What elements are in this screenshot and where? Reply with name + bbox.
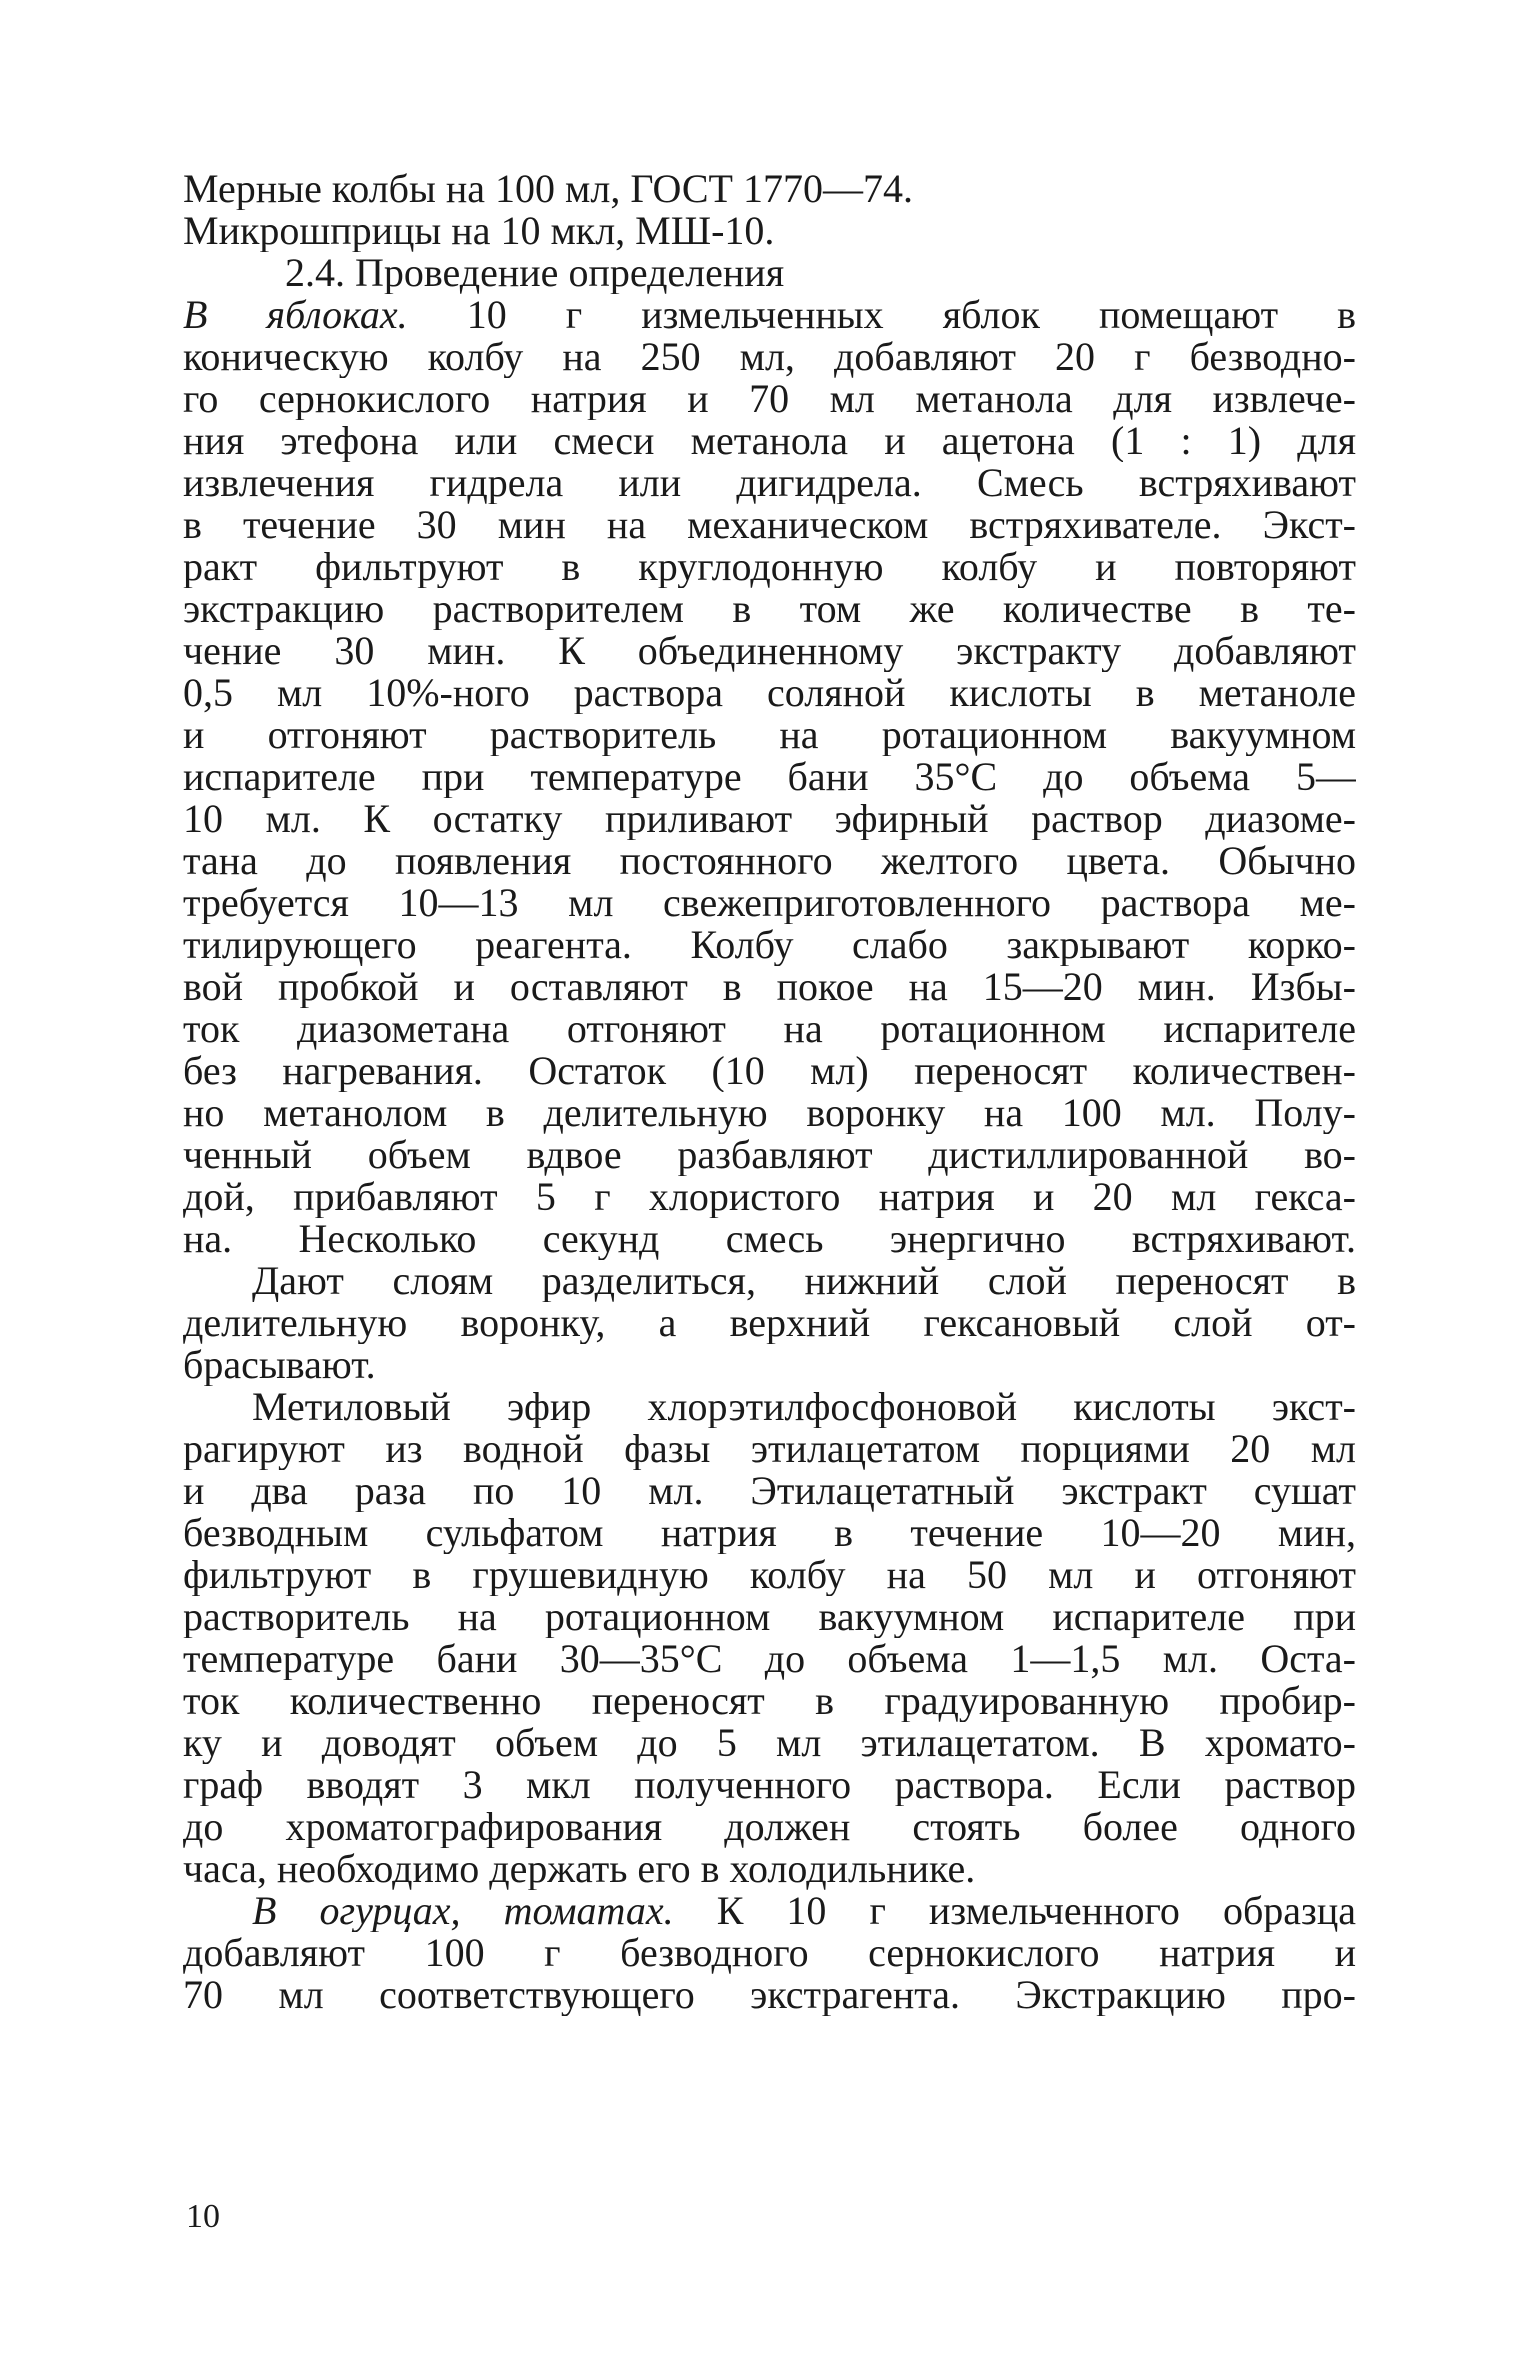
body-text [183,168,1356,2016]
text-line: добавляют 100 г безводного сернокислого натрия и [183,1932,1356,1974]
text-line [183,294,1356,336]
text-run: К 10 г измельченного образца [673,1890,1356,1932]
text-line: дой, прибавляют 5 г хлористого натрия и 20 мл гекса- [183,1176,1356,1218]
text-line: в течение 30 мин на механическом встряхивателе. Экст- [183,504,1356,546]
text-line: извлечения гидрела или дигидрела. Смесь встряхивают [183,462,1356,504]
text-line: чение 30 мин. К объединенному экстракту добавляют [183,630,1356,672]
text-line: и отгоняют растворитель на ротационном вакуумном [183,714,1356,756]
text-line: Мерные колбы на 100 мл, ГОСТ 1770—74. [183,168,913,210]
text-line: ченный объем вдвое разбавляют дистиллированной во- [183,1134,1356,1176]
text-line: го сернокислого натрия и 70 мл метанола для извлече- [183,378,1356,420]
text-line: ракт фильтруют в круглодонную колбу и повторяют [183,546,1356,588]
text-line: тилирующего реагента. Колбу слабо закрывают корко- [183,924,1356,966]
text-line: Микрошприцы на 10 мкл, МШ-10. [183,210,775,252]
text-line: Метиловый эфир хлорэтилфосфоновой кислоты экст- [252,1386,1356,1428]
section-heading: 2.4. Проведение определения [285,252,785,294]
text-line: ния этефона или смеси метанола и ацетона (1 : 1) для [183,420,1356,462]
text-line: на. Несколько секунд смесь энергично встряхивают. [183,1218,1356,1260]
text-line: требуется 10—13 мл свежеприготовленного раствора ме- [183,882,1356,924]
text-line: температуре бани 30—35°С до объема 1—1,5 мл. Оста- [183,1638,1356,1680]
text-line: ток количественно переносят в градуированную пробир- [183,1680,1356,1722]
text-line: коническую колбу на 250 мл, добавляют 20 г безводно- [183,336,1356,378]
text-line: безводным сульфатом натрия в течение 10—20 мин, [183,1512,1356,1554]
text-line: часа, необходимо держать его в холодильнике. [183,1848,976,1890]
text-line: 70 мл соответствующего экстрагента. Экстракцию про- [183,1974,1356,2016]
text-line: до хроматографирования должен стоять более одного [183,1806,1356,1848]
page-number: 10 [186,2198,220,2235]
text-line: но метанолом в делительную воронку на 100 мл. Полу- [183,1092,1356,1134]
text-line: испарителе при температуре бани 35°С до объема 5— [183,756,1356,798]
text-line: вой пробкой и оставляют в покое на 15—20 мин. Избы- [183,966,1356,1008]
text-line [183,1890,1356,1932]
text-line: без нагревания. Остаток (10 мл) переносят количествен- [183,1050,1356,1092]
text-line: ку и доводят объем до 5 мл этилацетатом. В хромато- [183,1722,1356,1764]
text-line: делительную воронку, а верхний гексановый слой от- [183,1302,1356,1344]
italic-run: В огурцах, томатах. [252,1890,674,1932]
text-line: фильтруют в грушевидную колбу на 50 мл и отгоняют [183,1554,1356,1596]
text-line: тана до появления постоянного желтого цвета. Обычно [183,840,1356,882]
text-line: брасывают. [183,1344,376,1386]
text-line: 0,5 мл 10%-ного раствора соляной кислоты в метаноле [183,672,1356,714]
text-line: Дают слоям разделиться, нижний слой переносят в [252,1260,1356,1302]
text-line: ток диазометана отгоняют на ротационном испарителе [183,1008,1356,1050]
text-line: 10 мл. К остатку приливают эфирный раствор диазоме- [183,798,1356,840]
text-line: граф вводят 3 мкл полученного раствора. Если раствор [183,1764,1356,1806]
text-line: растворитель на ротационном вакуумном испарителе при [183,1596,1356,1638]
text-line: рагируют из водной фазы этилацетатом порциями 20 мл [183,1428,1356,1470]
text-line: экстракцию растворителем в том же количестве в те- [183,588,1356,630]
italic-run: В яблоках. [183,294,408,336]
text-run: 10 г измельченных яблок помещают в [407,294,1356,336]
text-line: и два раза по 10 мл. Этилацетатный экстракт сушат [183,1470,1356,1512]
